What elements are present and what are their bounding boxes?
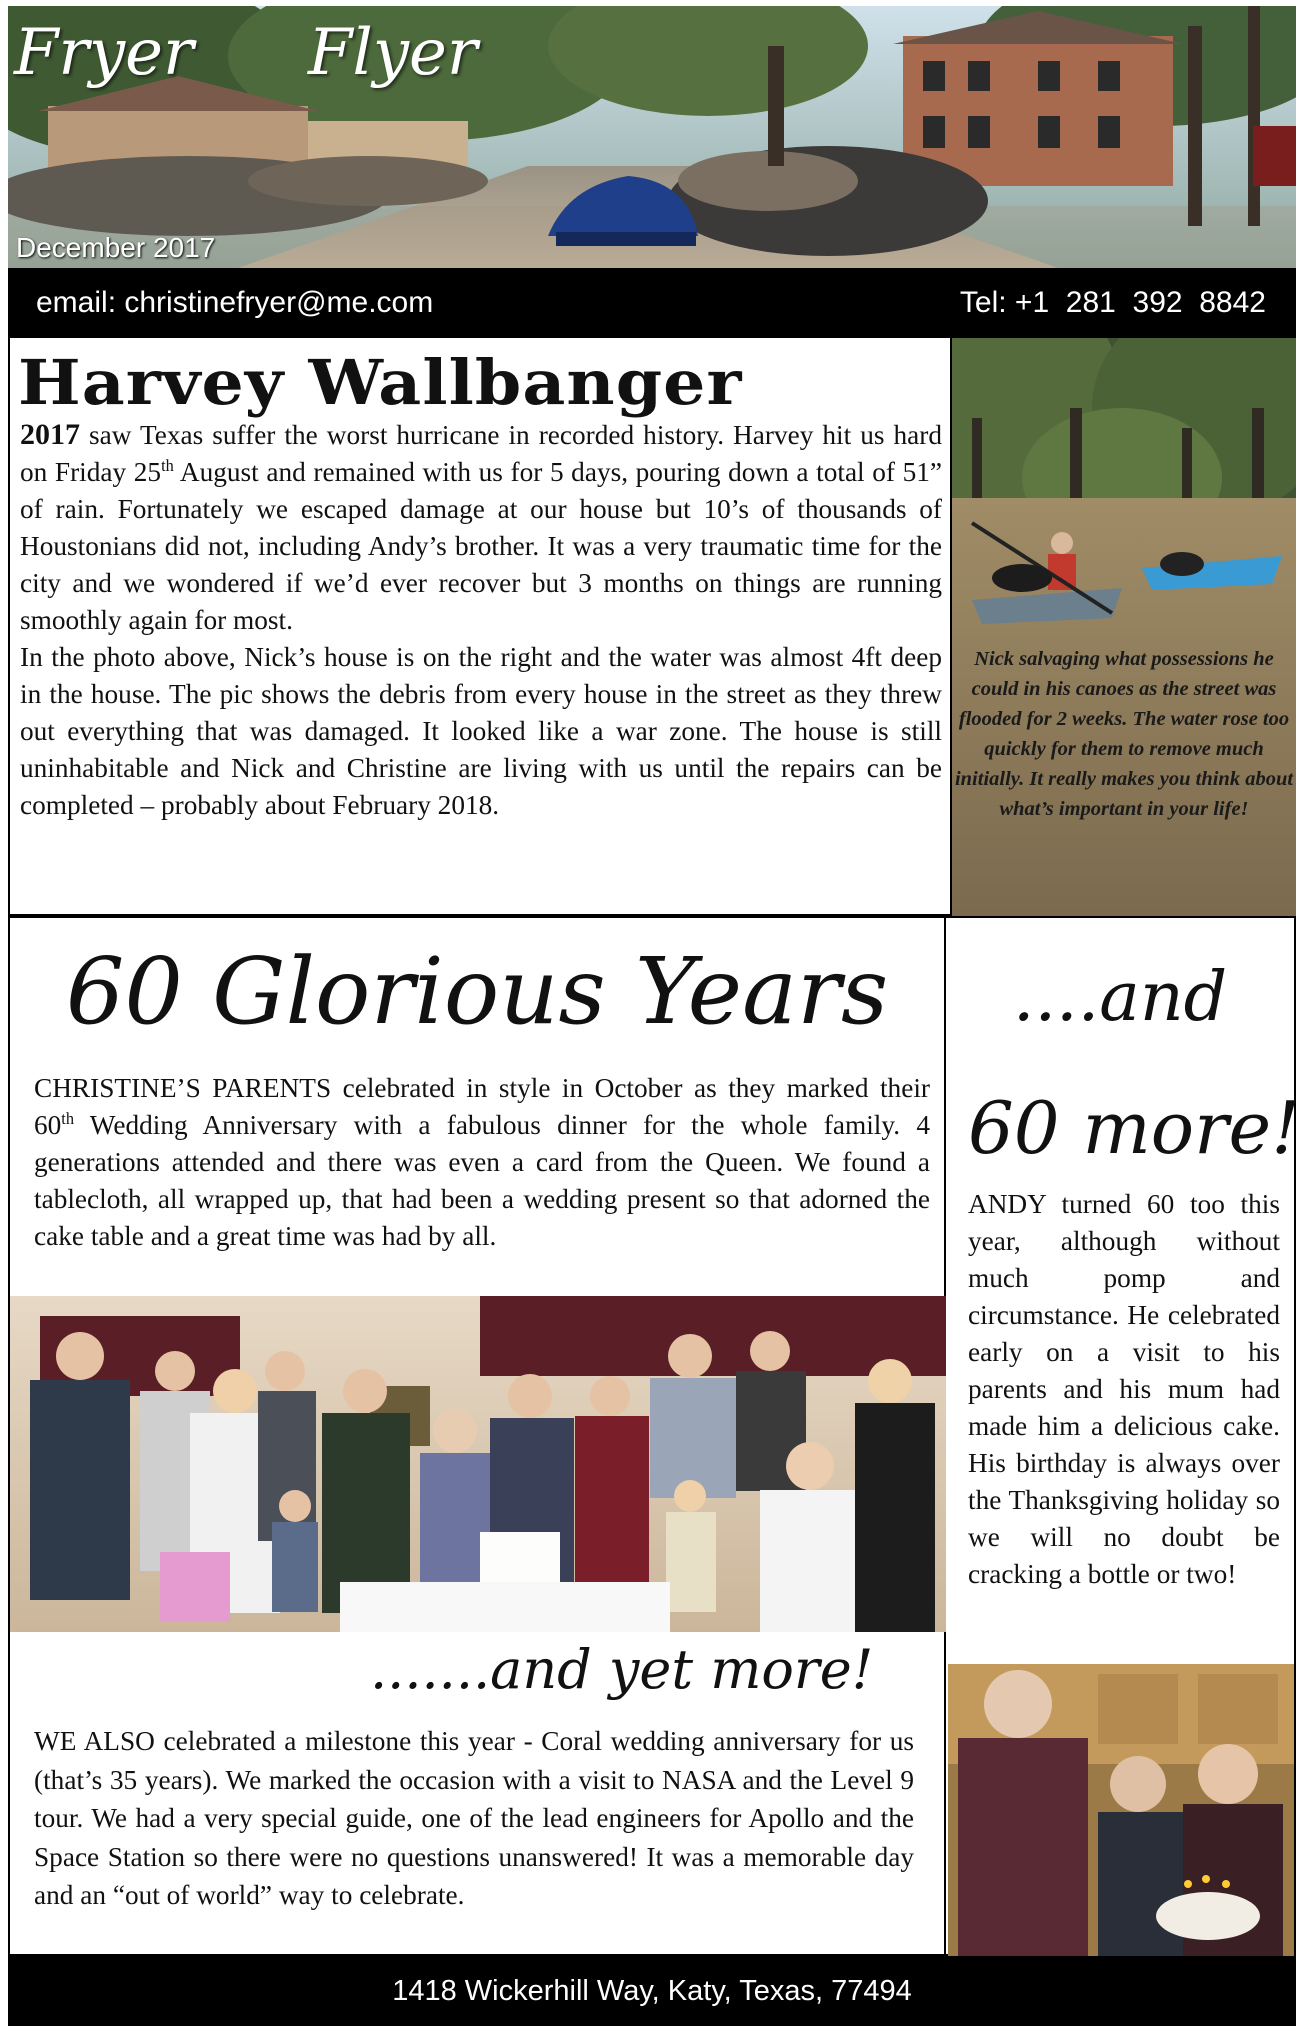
masthead-title-right: Flyer bbox=[308, 16, 478, 90]
harvey-article bbox=[8, 338, 952, 916]
anniversary-sup: th bbox=[61, 1108, 75, 1128]
address-text: 1418 Wickerhill Way, Katy, Texas, 77494 bbox=[392, 1975, 912, 2007]
anniversary-text-a: CHRISTINE’S PARENTS celebrated in style in October as they marked their 60 bbox=[34, 1073, 930, 1140]
harvey-p1-text-a: saw Texas suffer the worst hurricane in recorded history. Harvey hit us hard on Friday 25 bbox=[20, 420, 942, 487]
harvey-body bbox=[20, 416, 942, 824]
and-title: ....and bbox=[1012, 958, 1228, 1037]
kayak-flood-photo bbox=[952, 338, 1296, 916]
family-group-photo bbox=[10, 1296, 946, 1632]
masthead-title-left: Fryer bbox=[14, 16, 194, 90]
contact-bar bbox=[8, 268, 1296, 338]
kayak-photo-caption: Nick salvaging what possessions he could in his canoes as the street was flooded for 2 weeks. The water rose too quickly for them to remove much initially. It really makes you think about what’s important in your life! bbox=[954, 648, 1294, 820]
email-text: email: christinefryer@me.com bbox=[36, 286, 434, 319]
anniversary-paragraph bbox=[34, 1070, 930, 1255]
harvey-headline: Harvey Wallbanger bbox=[18, 346, 743, 419]
andy-body bbox=[968, 1186, 1280, 1593]
anniversary-title: 60 Glorious Years bbox=[65, 938, 889, 1045]
issue-date: December 2017 bbox=[16, 232, 216, 263]
yet-more-body bbox=[34, 1722, 914, 1915]
harvey-p1-text-b: August and remained with us for 5 days, pouring down a total of 51” of rain. Fortunately we escaped damage at our house but 10’s of thousands of Houstonians did not, including Andy’s brother. It was a very traumatic time for the city and we wondered if we’d ever recover but 3 months on things are running smoothly again for most. bbox=[20, 457, 942, 635]
address-footer bbox=[8, 1956, 1296, 2026]
yet-more-title: .......and yet more! bbox=[370, 1638, 874, 1701]
anniversary-body bbox=[34, 1070, 930, 1255]
andy-paragraph: ANDY turned 60 too this year, although without much pomp and circumstance. He celebrated early on a visit to his parents and his mum had made him a delicious cake. His birthday is always over the Thanksgiving holiday so we will no doubt be cracking a bottle or two! bbox=[968, 1189, 1280, 1589]
masthead-photo bbox=[8, 6, 1296, 268]
harvey-p1-sup: th bbox=[161, 455, 174, 475]
telephone-text: Tel: +1 281 392 8842 bbox=[959, 286, 1266, 319]
anniversary-text-b: Wedding Anniversary with a fabulous dinner for the whole family. 4 generations attended and there was even a card from the Queen. We found a tablecloth, all wrapped up, that had been a wedding present so that adorned the cake table and a great time was had by all. bbox=[34, 1110, 930, 1251]
harvey-lead: 2017 bbox=[20, 418, 80, 451]
birthday-cake-photo bbox=[948, 1664, 1294, 1956]
harvey-paragraph-1 bbox=[20, 416, 942, 639]
sixty-more-title: 60 more! bbox=[968, 1086, 1300, 1170]
yet-more-paragraph: WE ALSO celebrated a milestone this year - Coral wedding anniversary for us (that’s 35 years). We marked the occasion with a visit to NASA and the Level 9 tour. We had a very special guide, one of the lead engineers for Apollo and the Space Station so there were no questions unanswered! It was a memorable day and an “out of world” way to celebrate. bbox=[34, 1726, 914, 1910]
harvey-paragraph-2: In the photo above, Nick’s house is on the right and the water was almost 4ft deep in the house. The pic shows the debris from every house in the street as they threw out everything that was damaged. It looked like a war zone. The house is still uninhabitable and Nick and Christine are living with us until the repairs can be completed – probably about February 2018. bbox=[20, 642, 942, 820]
